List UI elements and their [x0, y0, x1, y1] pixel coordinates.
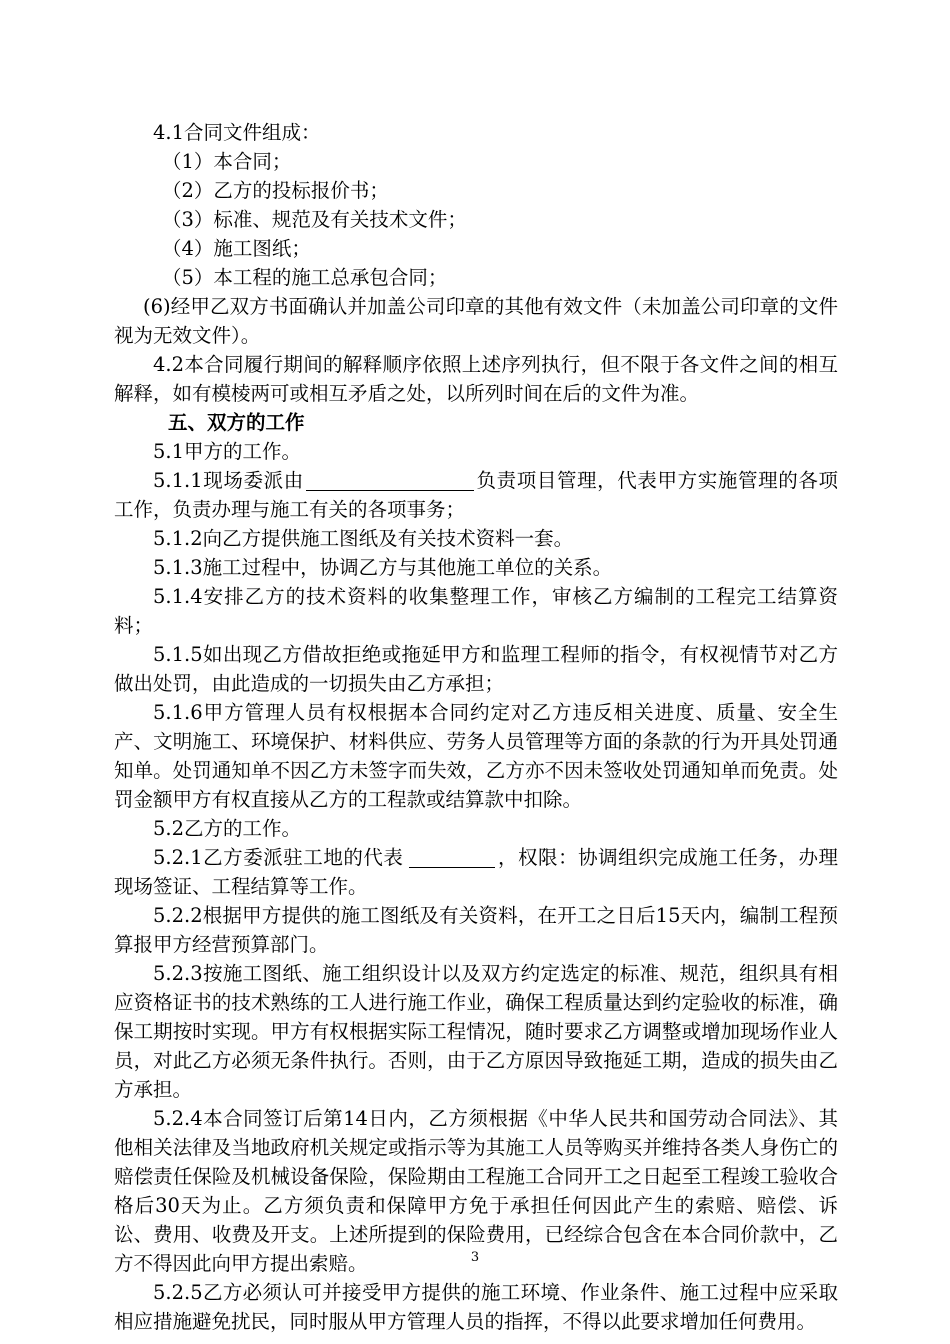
clause-5-2-1-text-b: ，权限：协调组织完成施工任务，办理现场签证、工程结算等工作。	[114, 846, 838, 898]
clause-5-2: 5.2乙方的工作。	[153, 817, 302, 840]
clause-4-2: 4.2本合同履行期间的解释顺序依照上述序列执行，但不限于各文件之间的相互解释，如有模棱两可或相互矛盾之处，以所列时间在后的文件为准。	[114, 353, 838, 405]
clause-4-1-item-4: （4）施工图纸；	[162, 237, 311, 260]
clause-4-1-item-2: （2）乙方的投标报价书；	[162, 179, 389, 202]
clause-5-2-1	[114, 843, 838, 901]
clause-4-1: 4.1合同文件组成：	[153, 121, 321, 144]
fill-in-blank-line	[409, 847, 495, 868]
section-heading-5: 五、双方的工作	[168, 411, 305, 434]
clause-5-1-2: 5.1.2向乙方提供施工图纸及有关技术资料一套。	[153, 527, 574, 550]
clause-5-1-6: 5.1.6甲方管理人员有权根据本合同约定对乙方违反相关进度、质量、安全生产、文明施工、环境保护、材料供应、劳务人员管理等方面的条款的行为开具处罚通知单。处罚通知单不因乙方未签字而失效，乙方亦不因未签收处罚通知单而免责。处罚金额甲方有权直接从乙方的工程款或结算款中扣除。	[114, 701, 838, 811]
clause-5-1-4: 5.1.4安排乙方的技术资料的收集整理工作，审核乙方编制的工程完工结算资料；	[114, 585, 838, 637]
clause-4-1-item-1: （1）本合同；	[162, 150, 292, 173]
clause-5-1: 5.1甲方的工作。	[153, 440, 302, 463]
clause-5-2-1-text-a: 5.2.1乙方委派驻工地的代表	[153, 846, 404, 869]
page-number: 3	[470, 1250, 480, 1265]
clause-4-1-item-3: （3）标准、规范及有关技术文件；	[162, 208, 467, 231]
clause-5-1-5: 5.1.5如出现乙方借故拒绝或拖延甲方和监理工程师的指令，有权视情节对乙方做出处罚，由此造成的一切损失由乙方承担；	[114, 643, 838, 695]
clause-5-1-1-text-b: 负责项目管理，代表甲方实施管理的各项工作，负责办理与施工有关的各项事务；	[114, 469, 838, 521]
clause-5-2-2: 5.2.2根据甲方提供的施工图纸及有关资料，在开工之日后15天内，编制工程预算报甲方经营预算部门。	[114, 904, 838, 956]
clause-5-2-3: 5.2.3按施工图纸、施工组织设计以及双方约定选定的标准、规范，组织具有相应资格证书的技术熟练的工人进行施工作业，确保工程质量达到约定验收的标准，确保工期按时实现。甲方有权根据实际工程情况，随时要求乙方调整或增加现场作业人员，对此乙方必须无条件执行。否则，由于乙方原因导致拖延工期，造成的损失由乙方承担。	[114, 962, 838, 1101]
clause-5-1-1-text-a: 5.1.1现场委派由	[153, 469, 304, 492]
clause-4-1-item-6: (6)经甲乙双方书面确认并加盖公司印章的其他有效文件（未加盖公司印章的文件视为无效文件）。	[114, 295, 838, 347]
fill-in-blank-line	[306, 470, 474, 491]
clause-5-2-5: 5.2.5乙方必须认可并接受甲方提供的施工环境、作业条件、施工过程中应采取相应措施避免扰民，同时服从甲方管理人员的指挥，不得以此要求增加任何费用。	[114, 1281, 838, 1333]
clause-5-1-1	[114, 466, 838, 524]
document-body	[114, 118, 838, 1336]
clause-5-2-4: 5.2.4本合同签订后第14日内，乙方须根据《中华人民共和国劳动合同法》、其他相关法律及当地政府机关规定或指示等为其施工人员等购买并维持各类人身伤亡的赔偿责任保险及机械设备保险，保险期由工程施工合同开工之日起至工程竣工验收合格后30天为止。乙方须负责和保障甲方免于承担任何因此产生的索赔、赔偿、诉讼、费用、收费及开支。上述所提到的保险费用，已经综合包含在本合同价款中，乙方不得因此向甲方提出索赔。	[114, 1107, 838, 1275]
clause-5-1-3: 5.1.3施工过程中，协调乙方与其他施工单位的关系。	[153, 556, 613, 579]
clause-4-1-item-5: （5）本工程的施工总承包合同；	[162, 266, 448, 289]
